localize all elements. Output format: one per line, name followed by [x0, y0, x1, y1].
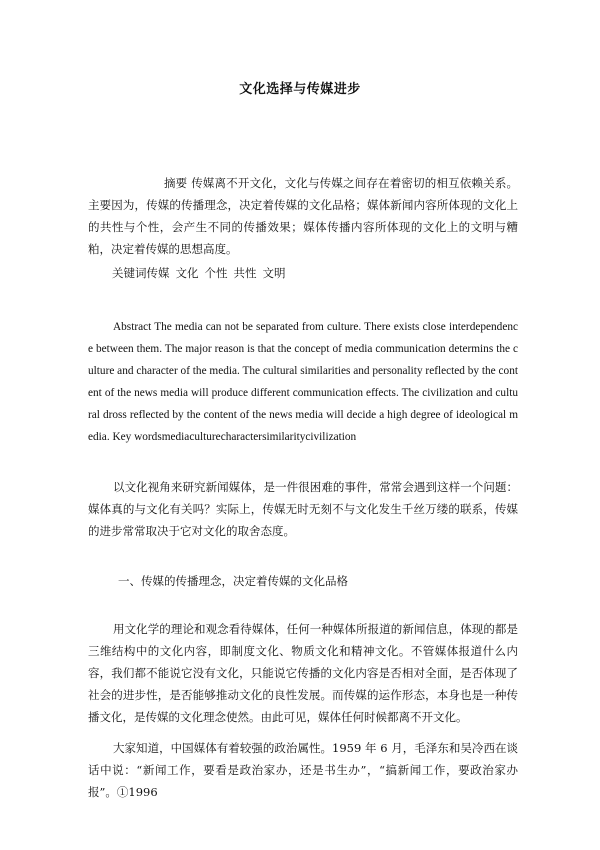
chinese-keywords	[112, 262, 292, 284]
keyword-item: 共性	[233, 266, 257, 280]
introduction-paragraph: 以文化视角来研究新闻媒体，是一件很困难的事件，常常会遇到这样一个问题：媒体真的与文化有关吗？实际上，传媒无时无刻不与文化发生千丝万缕的联系，传媒的进步常常取决于它对文化的取舍态度。	[88, 480, 518, 538]
keyword-item: 文明	[262, 266, 286, 280]
keyword-item: 文化	[175, 266, 199, 280]
keyword-item: 传媒	[146, 266, 170, 280]
section-heading: 一、传媒的传播理念，决定着传媒的文化品格	[118, 574, 348, 588]
english-abstract: Abstract The media can not be separated from culture. There exists close interdependence between them. The major reason is that the concept of media communication determins the culture and character of the media. The cultural similarities and personality reflected by the content of the news media will produce different communication effects. The civilization and cultural dross reflected by the content of the news media will decide a high degree of ideological media. Key wordsmediaculturecharactersimilaritycivilization	[88, 321, 518, 443]
document-title: 文化选择与传媒进步	[239, 82, 361, 97]
keywords-label: 关键词	[112, 266, 147, 280]
chinese-abstract: 摘要 传媒离不开文化，文化与传媒之间存在着密切的相互依赖关系。主要因为，传媒的传播理念，决定着传媒的文化品格；媒体新闻内容所体现的文化上的共性与个性，会产生不同的传播效果；媒体传播内容所体现的文化上的文明与糟粕，决定着传媒的思想高度。	[88, 176, 518, 256]
section-paragraph: 用文化学的理论和观念看待媒体，任何一种媒体所报道的新闻信息，体现的都是三维结构中的文化内容，即制度文化、物质文化和精神文化。不管媒体报道什么内容，我们都不能说它没有文化，只能说它传播的文化内容是否相对全面，是否体现了社会的进步性，是否能够推动文化的良性发展。而传媒的运作形态，本身也是一种传播文化，是传媒的文化理念使然。由此可见，媒体任何时候都离不开文化。	[88, 622, 518, 724]
section-paragraph: 大家知道，中国媒体有着较强的政治属性。1959 年 6 月，毛泽东和吴冷西在谈话中说：“新闻工作，要看是政治家办，还是书生办”，“搞新闻工作，要政治家办报”。①1996	[88, 741, 518, 799]
keyword-item: 个性	[204, 266, 228, 280]
